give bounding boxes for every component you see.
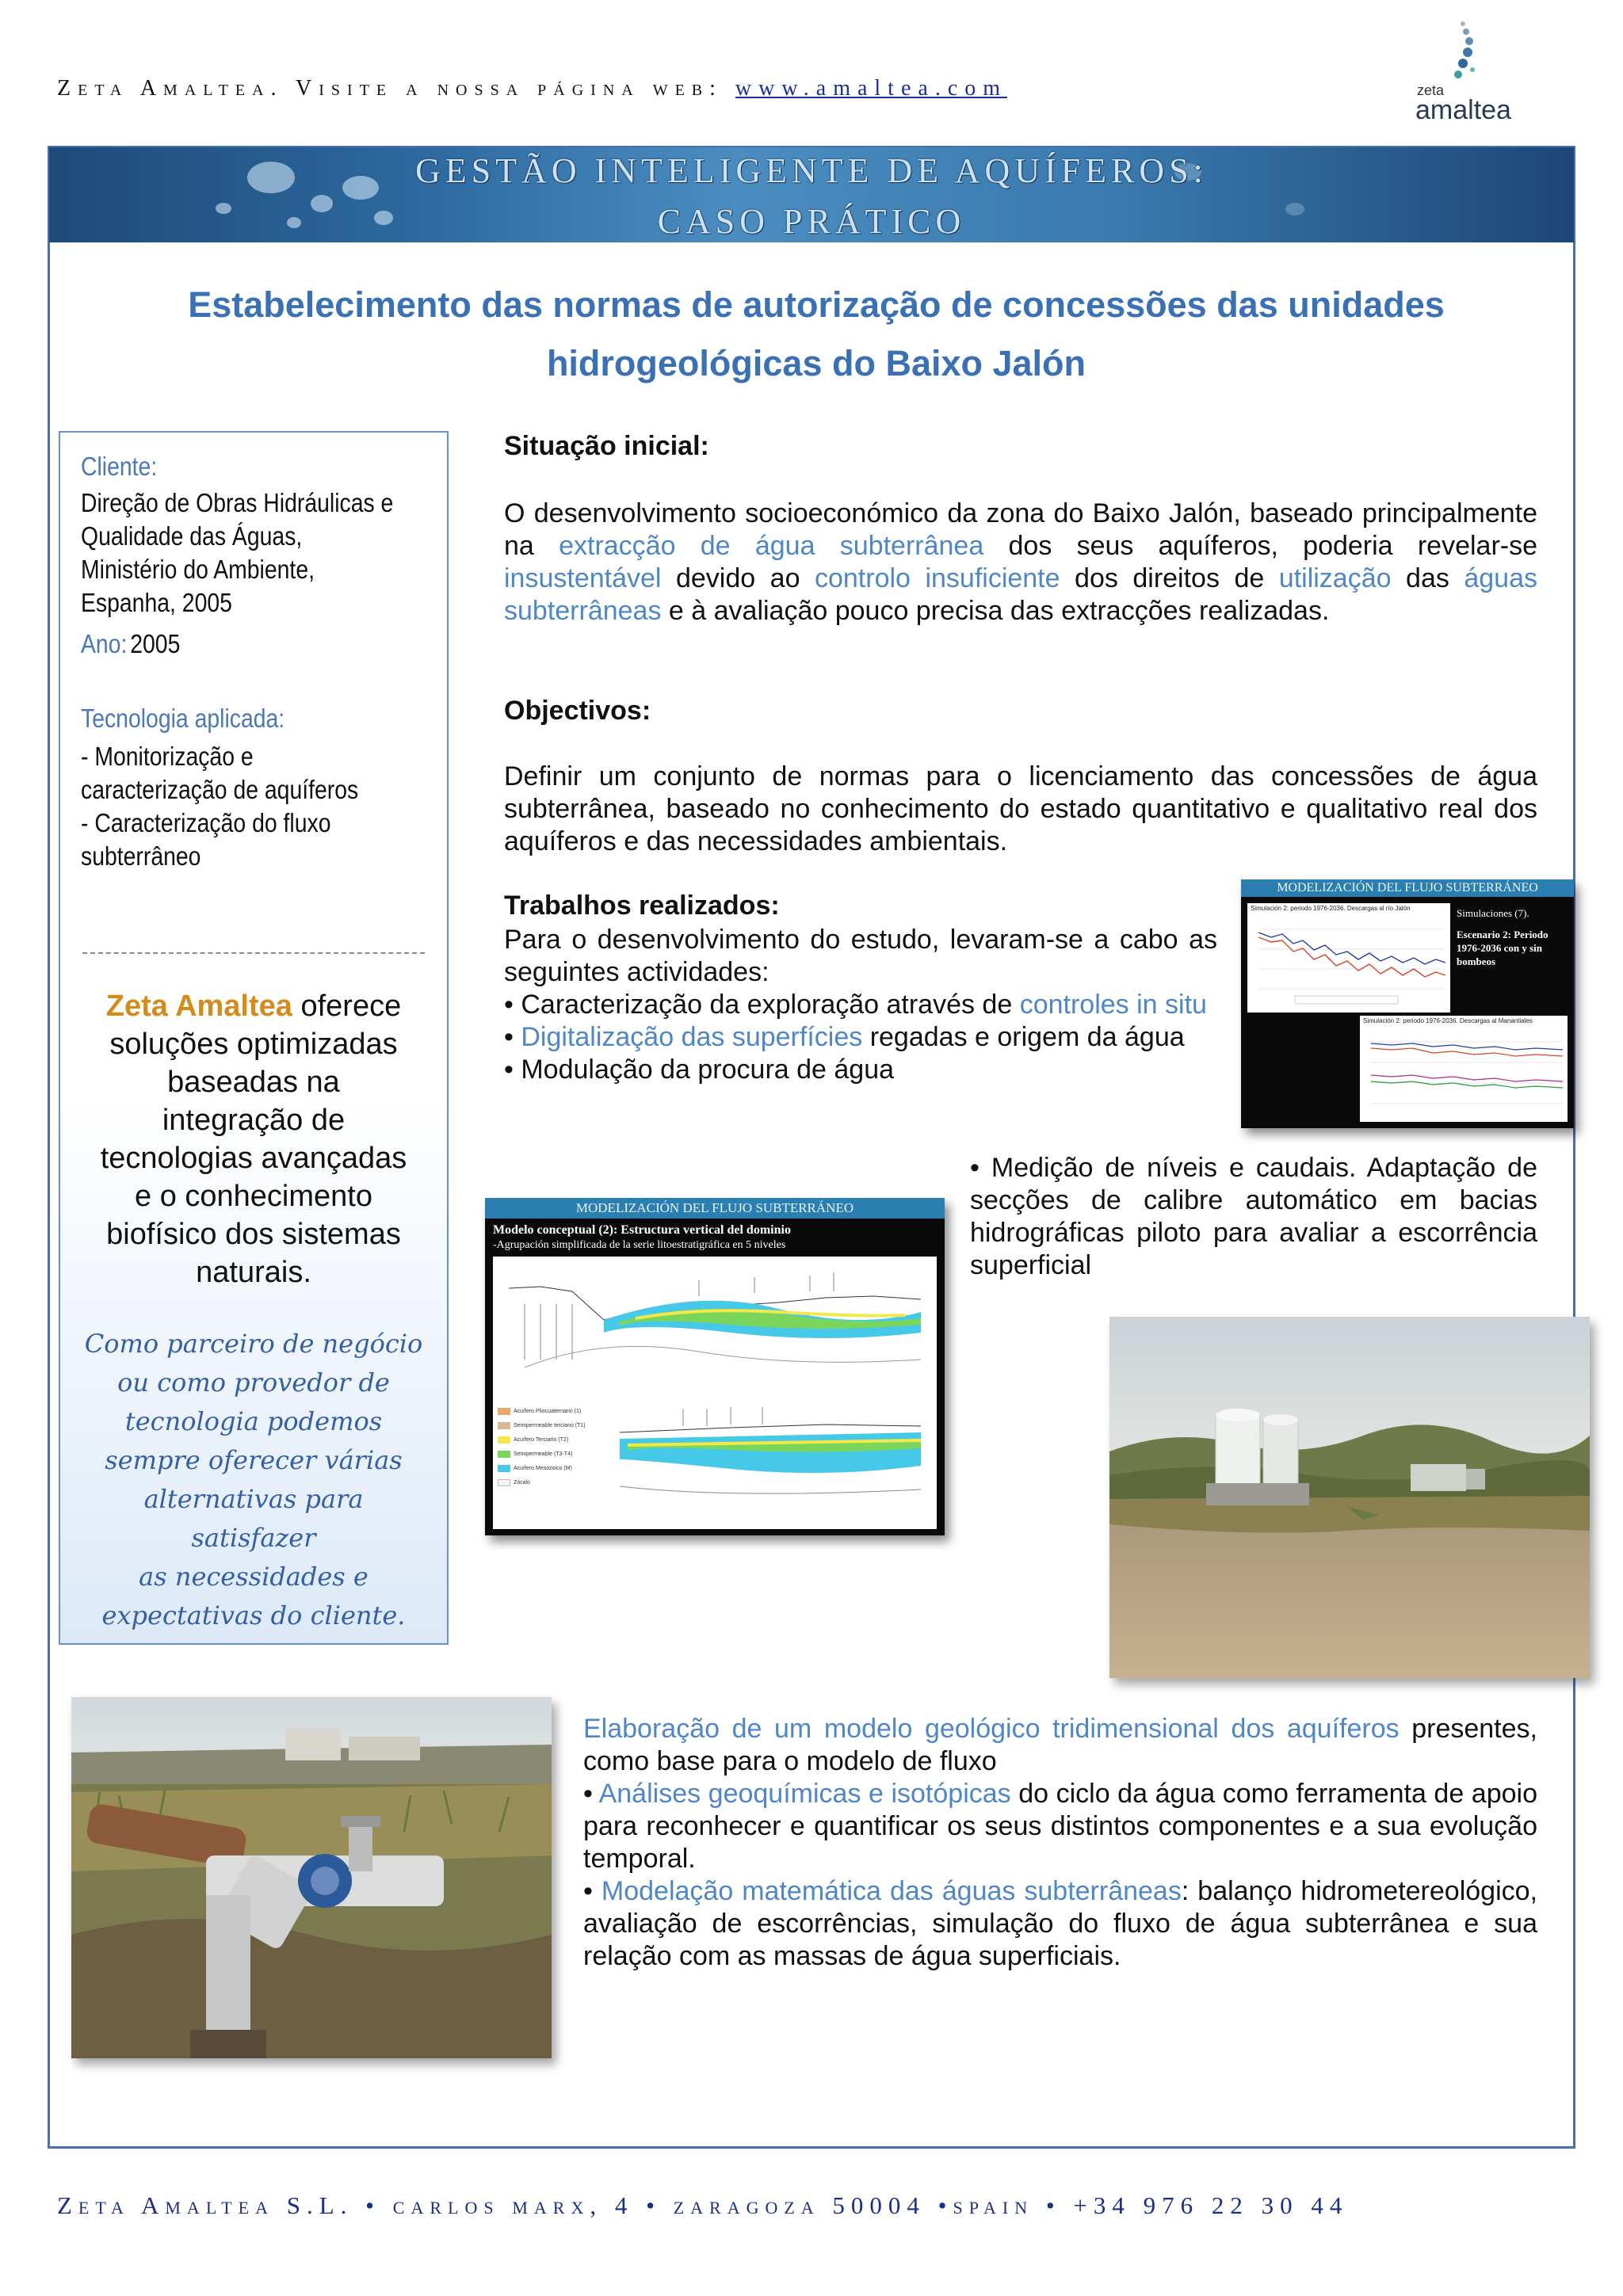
chart-2-title: Simulación 2: periodo 1976-2036. Descargas al Manantiales (1363, 1017, 1533, 1024)
promo-line: tecnologias avançadas (100, 1142, 407, 1175)
website-link[interactable]: www.amaltea.com (735, 76, 1008, 101)
trabalhos-item (583, 1778, 1537, 1875)
objectivos-text: Definir um conjunto de normas para o licenciamento das concessões de água subterrânea, baseado no conhecimento do estado quantitativo e qualitativo real dos aquíferos e das necessidades ambientais. (504, 761, 1537, 856)
client-line: Espanha, 2005 (81, 588, 232, 617)
trabalhos-item-medicao: • Medição de níveis e caudais. Adaptação de secções de calibre automático em bacias hidrográficas piloto para avaliar a escorrência superficial (970, 1153, 1537, 1280)
legend-swatch (498, 1408, 510, 1415)
figure-subtitle: Modelo conceptual (2): Estructura vertical del dominio (493, 1223, 791, 1237)
legend-item (498, 1447, 601, 1461)
logo-mark-icon (1423, 14, 1518, 86)
item-text: • (504, 1022, 521, 1052)
figure-title: MODELIZACIÓN DEL FLUJO SUBTERRÁNEO (1241, 879, 1574, 897)
partner-line: Como parceiro de negócio (84, 1329, 423, 1359)
year-label: Ano: (81, 629, 128, 658)
situacao-heading: Situação inicial: (504, 431, 709, 461)
cross-section-panel (493, 1257, 937, 1529)
client-line: Ministério do Ambiente, (81, 555, 315, 584)
title-line-2: hidrogeológicas do Baixo Jalón (546, 343, 1086, 383)
legend-item (498, 1475, 601, 1489)
trabalhos-heading: Trabalhos realizados: (504, 891, 780, 921)
field-station-image (1109, 1317, 1590, 1678)
promo-text (79, 987, 428, 1291)
tech-label: Tecnologia aplicada: (81, 704, 285, 733)
simulation-caption (1457, 906, 1572, 968)
trabalhos-item: • Modulação da procura de água (504, 1055, 895, 1085)
series-d (1371, 1081, 1563, 1088)
situacao-t1: O desenvolvimento socioeconómico da zona do Baixo Jalón, baseado principalmente na (504, 498, 1537, 561)
series-con-bombeo (1258, 937, 1445, 977)
promo-first-line (79, 987, 428, 1025)
legend-item (498, 1432, 601, 1447)
partner-text (79, 1325, 428, 1635)
partner-line: as necessidades e (139, 1562, 369, 1592)
page-title (95, 276, 1537, 393)
tech-line: - Caracterização do fluxo (81, 808, 331, 837)
situacao-h1: extracção de água subterrânea (559, 531, 984, 561)
conceptual-model-figure (485, 1198, 945, 1535)
logo-name-text: amaltea (1415, 95, 1511, 125)
banner-line-1: GESTÃO INTELIGENTE DE AQUÍFEROS: (415, 151, 1208, 190)
client-name (81, 486, 435, 620)
trabalhos-item (583, 1875, 1537, 1973)
trabalhos-list (504, 924, 1217, 1086)
situacao-t3: devido ao (661, 563, 815, 593)
situacao-t4: dos direitos de (1060, 563, 1279, 593)
client-block (81, 452, 435, 873)
promo-line: soluções optimizadas (109, 1028, 398, 1061)
caption-line: Escenario 2: Periodo (1457, 929, 1549, 940)
item-highlight: Elaboração de um modelo geológico tridimensional dos aquíferos (583, 1714, 1400, 1744)
tech-line: - Monitorização e (81, 742, 254, 771)
legend-item (498, 1404, 601, 1418)
item-text: do ciclo da água como ferramenta de apoio para reconhecer e quantificar os seus distintos componentes e a sua evolução temporal. (583, 1779, 1537, 1874)
year-row (81, 627, 435, 661)
figure-title: MODELIZACIÓN DEL FLUJO SUBTERRÁNEO (485, 1198, 945, 1219)
trabalhos-item (504, 989, 1217, 1021)
promo-line: biofísico dos sistemas (106, 1218, 401, 1251)
situacao-h3: controlo insuficiente (814, 563, 1060, 593)
legend-swatch (498, 1451, 510, 1458)
client-label: Cliente: (81, 452, 158, 481)
chart-1-title: Simulación 2: periodo 1976-2036. Descargas al río Jalón (1251, 905, 1411, 912)
legend-label: Semipermeable terciario (T1) (514, 1422, 586, 1428)
legend-label: Acuífero Pliocuaternario (1) (514, 1408, 582, 1414)
caption-heading: Simulaciones (7). (1457, 907, 1529, 919)
header-tagline (57, 76, 1007, 101)
caption-line: bombeos (1457, 955, 1496, 967)
promo-brand: Zeta Amaltea (105, 990, 292, 1023)
sidebar-divider (82, 952, 425, 954)
legend-label: Acuífero Terciario (T2) (514, 1436, 569, 1443)
situacao-t6: e à avaliação pouco precisa das extracções realizadas. (661, 596, 1330, 626)
partner-line: alternativas para satisfazer (143, 1484, 364, 1553)
series-b (1371, 1048, 1563, 1056)
item-text: • Caracterização da exploração através de (504, 990, 1020, 1020)
promo-line: baseadas na (167, 1066, 340, 1099)
simulation-chart-1 (1247, 903, 1450, 1013)
year-value: 2005 (130, 629, 181, 658)
situacao-h4: utilização (1278, 563, 1392, 593)
tagline-text: Zeta Amaltea. Visite a nossa página web: (57, 76, 735, 101)
caption-line: 1976-2036 con y sin (1457, 942, 1542, 954)
tech-line: caracterização de aquíferos (81, 775, 359, 804)
well-pump-photo (71, 1697, 552, 2058)
legend-label: Semipermeable (T3-T4) (514, 1451, 573, 1457)
legend-swatch (498, 1422, 510, 1429)
tech-line: subterrâneo (81, 841, 201, 871)
title-line-1: Estabelecimento das normas de autorização de concessões das unidades (188, 284, 1445, 325)
partner-line: ou como provedor de (117, 1367, 390, 1398)
banner-line-2: CASO PRÁTICO (657, 202, 966, 241)
item-text: • (583, 1876, 601, 1906)
footer-address: Zeta Amaltea S.L. • carlos marx, 4 • zaragoza 50004 •spain • +34 976 22 30 44 (57, 2191, 1349, 2219)
situacao-t5: das (1391, 563, 1465, 593)
item-highlight: Análises geoquímicas e isotópicas (598, 1779, 1011, 1809)
situacao-h5: águas subterrâneas (504, 563, 1537, 626)
trabalhos-item (504, 1021, 1217, 1054)
series-sin-bombeo (1258, 933, 1445, 964)
client-line: Qualidade das Águas, (81, 521, 303, 551)
item-text: • (583, 1779, 599, 1809)
situacao-t2: dos seus aquíferos, poderia revelar-se (983, 531, 1538, 561)
legend-item (498, 1418, 601, 1432)
legend-swatch (498, 1479, 510, 1486)
trabalhos-list-continued (583, 1713, 1537, 1973)
tech-list (81, 740, 435, 873)
item-highlight: controles in situ (1019, 990, 1207, 1020)
series-c (1371, 1075, 1563, 1081)
well-pump-image (71, 1697, 552, 2058)
promo-line: e o conhecimento (135, 1180, 372, 1213)
legend-swatch (498, 1465, 510, 1472)
partner-line: tecnologia podemos (124, 1406, 383, 1436)
item-text: presentes, como base para o modelo de fluxo (583, 1714, 1537, 1776)
item-text: : balanço hidrometereológico, avaliação de escorrências, simulação do fluxo de água subterrânea e sua relação com as massas de água superficiais. (583, 1876, 1537, 1971)
promo-line: integração de (162, 1104, 346, 1137)
objectivos-heading: Objectivos: (504, 696, 651, 726)
situacao-text (504, 498, 1537, 627)
field-station-photo (1109, 1317, 1590, 1678)
partner-line: sempre oferecer várias (105, 1445, 403, 1475)
partner-line: expectativas do cliente. (101, 1600, 406, 1630)
banner-title (49, 146, 1574, 247)
situacao-h2: insustentável (504, 563, 662, 593)
simulation-figure (1241, 879, 1574, 1128)
lithology-legend (498, 1404, 601, 1489)
amaltea-logo (1412, 14, 1523, 125)
item-text: regadas e origem da água (862, 1022, 1185, 1052)
promo-after: oferece (292, 990, 402, 1023)
item-highlight: Modelação matemática das águas subterrâneas (601, 1876, 1182, 1906)
trabalhos-item (583, 1713, 1537, 1778)
simulation-chart-2 (1360, 1016, 1568, 1122)
promo-line: naturais. (196, 1256, 311, 1289)
client-line: Direção de Obras Hidráulicas e (81, 488, 394, 517)
chart-1-lines (1247, 913, 1450, 1010)
trabalhos-intro: Para o desenvolvimento do estudo, levaram-se a cabo as seguintes actividades: (504, 925, 1217, 987)
legend-swatch (498, 1436, 510, 1444)
legend-label: Zócalo (514, 1479, 531, 1486)
legend-label: Acuífero Mesozoico (M) (514, 1465, 572, 1471)
figure-subtitle: -Agrupación simplificada de la serie litoestratigráfica en 5 niveles (493, 1239, 786, 1251)
chart-2-lines (1360, 1026, 1568, 1119)
legend-item (498, 1461, 601, 1475)
item-highlight: Digitalização das superfícies (521, 1022, 863, 1052)
logo-small-text: zeta (1417, 82, 1445, 98)
